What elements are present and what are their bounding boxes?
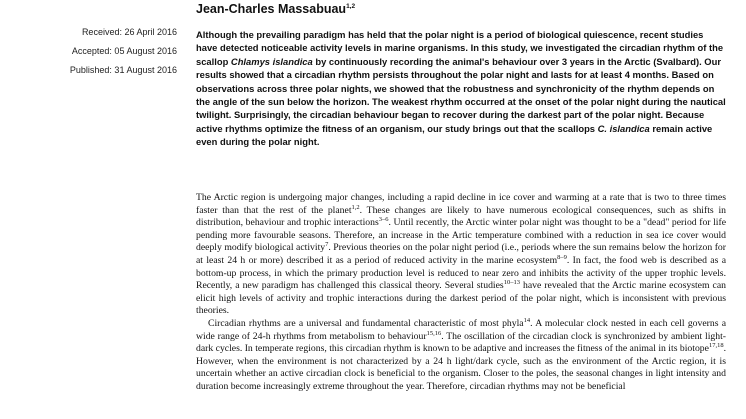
paragraph-1 bbox=[196, 192, 726, 318]
main-text bbox=[196, 192, 726, 394]
text-run: . Previous theories on the polar night period (i.e., periods where the sun remains below the horizon for at least 24 h or more) described it as a period of reduced activity in the marine ecosystem bbox=[196, 242, 726, 266]
received-date: Received: 26 April 2016 bbox=[81, 27, 177, 37]
citation: 14 bbox=[523, 316, 531, 324]
abstract-text bbox=[196, 28, 726, 149]
paragraph-2 bbox=[196, 318, 726, 394]
text-run: . In fact, the food web is described as a bottom-up process, in which the primary production level is reduced to near zero and inhibits the activity of the upper trophic levels. Recently, a new paradigm has challenged this classical theory. Several studies bbox=[196, 254, 726, 292]
accepted-date: Accepted: 05 August 2016 bbox=[71, 46, 177, 56]
citation: 3–6 bbox=[378, 215, 389, 223]
citation: 10–13 bbox=[503, 278, 520, 286]
citation: 15,16 bbox=[426, 329, 442, 337]
text-run: . A molecular clock nested in each cell governs a wide range of 24-h rhythms from metabolism to behaviour bbox=[196, 317, 726, 342]
citation: 7 bbox=[325, 241, 329, 249]
text-run: . The oscillation of the circadian clock is synchronized by ambient light-dark cycles. In temperate regions, this circadian rhythm is known to be adaptive and increases the fitness of the animal in its biotope bbox=[196, 330, 726, 355]
citation: 8–9 bbox=[557, 253, 567, 261]
author-line bbox=[196, 2, 355, 16]
text-run: . However, when the environment is not characterized by a 24 h light/dark cycle, such as the environment of the Arctic region, it is uncertain whether an active circadian clock is beneficial to the organism. Closer to the poles, the seasonal changes in light intensity and duration become increasingly extreme throughout the year. Therefore, circadian rhythms may not be beneficial bbox=[196, 343, 726, 392]
abstract-part: Although the prevailing paradigm has held that the polar night is a period of biological quiescence, recent studies have detected noticeable activity levels in marine organisms. In this study, we investigated the circadian rhythm of the scallop bbox=[196, 29, 724, 67]
species-name: Chlamys islandica bbox=[230, 55, 313, 67]
citation: 17,18 bbox=[708, 341, 724, 349]
published-date: Published: 31 August 2016 bbox=[69, 65, 177, 75]
abstract-part: remain active even during the polar night. bbox=[196, 122, 713, 148]
text-run: . These changes are likely to have numerous ecological consequences, such as shifts in distribution, behaviour and trophic interactions bbox=[196, 204, 726, 229]
text-run: The Arctic region is undergoing major changes, including a rapid decline in ice cover and warming at a rate that is two to three times faster than that the rest of the planet bbox=[196, 192, 726, 216]
abstract bbox=[196, 28, 726, 149]
text-run: have revealed that the Arctic marine ecosystem can elicit high levels of activity and trophic interactions during the darkest period of the polar night, which is inconsistent with previous theories. bbox=[196, 280, 726, 317]
abstract-part: by continuously recording the animal's behaviour over 3 years in the Arctic (Svalbard). Our results showed that a circadian rhythm persists throughout the polar night and lasts for at least 4 months. Based on observations across three polar nights, we showed that the robustness and synchronicity of the rhythm depends on the angle of the sun below the horizon. The weakest rhythm occurred at the onset of the polar night during the nautical twilight. Surprisingly, the circadian behaviour began to recover during the darkest part of the polar night. Because active rhythms optimize the fitness of an organism, our study brings out that the scallops bbox=[196, 55, 726, 134]
author-name: Jean-Charles Massabuau bbox=[196, 2, 347, 16]
species-name: C. islandica bbox=[597, 122, 650, 134]
citation: 1,2 bbox=[351, 203, 360, 211]
author-affiliation: 1,2 bbox=[346, 2, 356, 10]
text-run: Circadian rhythms are a universal and fundamental characteristic of most phyla bbox=[208, 317, 524, 329]
publication-dates bbox=[0, 23, 177, 80]
text-run: . Until recently, the Arctic winter polar night was thought to be a "dead" period for life pending more favourable seasons. Therefore, an increase in the Artic temperature combined with a reduction in sea ice cover would deeply modify biological activity bbox=[196, 217, 726, 254]
